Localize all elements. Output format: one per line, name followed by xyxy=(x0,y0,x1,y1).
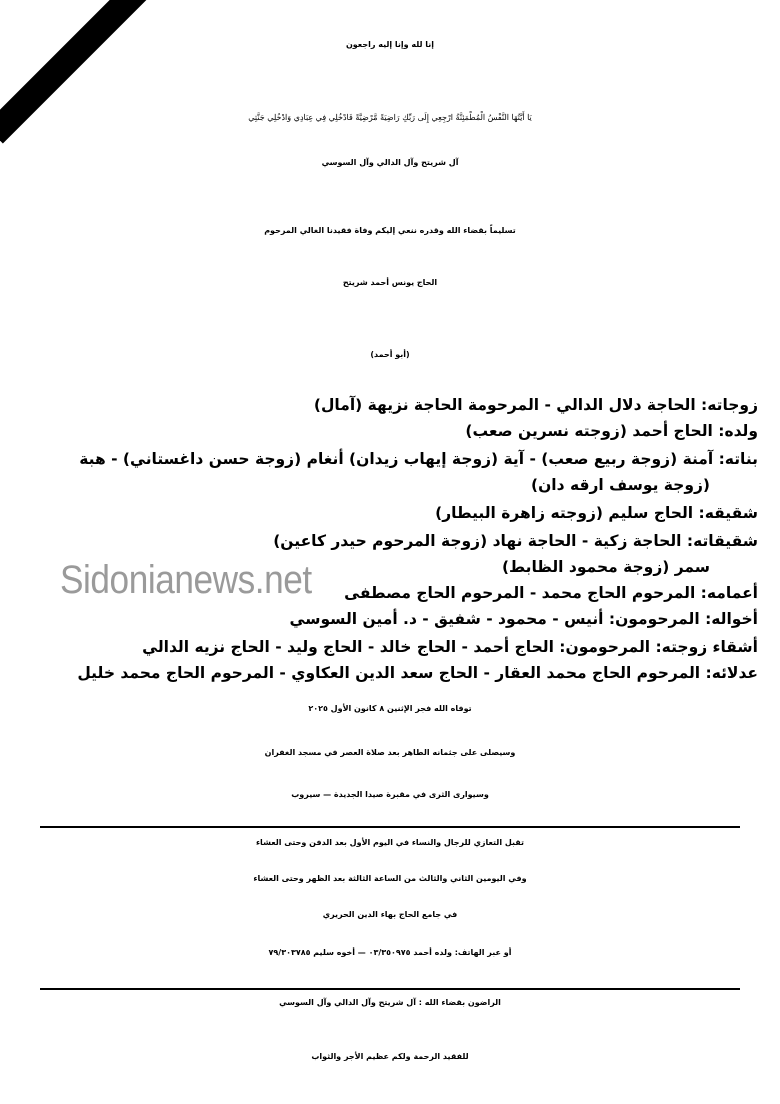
condolence-line-1: تقبل التعازي للرجال والنساء في اليوم الأول بعد الدفن وحتى العشاء xyxy=(255,838,525,847)
relatives-son: ولده: الحاج أحمد (زوجته نسرين صعب) xyxy=(465,422,758,440)
relatives-sisters: شقيقاته: الحاجة زكية - الحاجة نهاد (زوجة المرحوم حيدر كاعين) xyxy=(273,532,758,550)
relatives-daughters: بناته: آمنة (زوجة ربيع صعب) - آية (زوجة إيهاب زيدان) أنغام (زوجة حسن داغستاني) - هبة xyxy=(79,450,758,468)
site-watermark: Sidonianews.net xyxy=(60,558,312,602)
death-date-line: توفاه الله فجر الإثنين ٨ كانون الأول ٢٠٢٥ xyxy=(308,704,472,713)
relatives-in-laws: عدلائه: المرحوم الحاج محمد العقار - الحاج سعد الدين العكاوي - المرحوم الحاج محمد خليل xyxy=(77,664,758,682)
phone-line: أو عبر الهاتف: ولده أحمد ٠٣/٣٥٠٩٧٥ — أخوه سليم ٧٩/٣٠٣٧٨٥ xyxy=(268,948,512,957)
closing-divider xyxy=(40,988,740,990)
quran-verse: يَا أَيَّتُهَا النَّفْسُ الْمُطْمَئِنَّةُ ارْجِعِي إِلَى رَبِّكِ رَاضِيَةً مَّرْضِيَّةً فَادْخُلِي فِي عِبَادِي وَادْخُلِي جَنَّتِي xyxy=(248,113,532,122)
deceased-name: الحاج يونس أحمد شريتح xyxy=(342,278,438,287)
relatives-paternal-uncles: أعمامه: المرحوم الحاج محمد - المرحوم الحاج مصطفى xyxy=(344,584,758,602)
relatives-maternal-uncles: أخواله: المرحومون: أنيس - محمود - شفيق - د. أمين السوسي xyxy=(289,610,758,628)
funeral-prayer-line: وسيصلى على جثمانه الطاهر بعد صلاة العصر في مسجد الغفران xyxy=(264,748,516,757)
relatives-brother: شقيقه: الحاج سليم (زوجته زاهرة البيطار) xyxy=(435,504,758,522)
relatives-wives: زوجاته: الحاجة دلال الدالي - المرحومة الحاجة نزيهة (آمال) xyxy=(313,396,758,414)
deceased-nickname: (أبو أحمد) xyxy=(370,350,410,359)
closing-prayer: للفقيد الرحمة ولكم عظيم الأجر والثواب xyxy=(311,1052,469,1061)
condolence-venue: في جامع الحاج بهاء الدين الحريري xyxy=(322,910,458,919)
section-divider xyxy=(40,826,740,828)
relatives-wife-brothers: أشقاء زوجته: المرحومون: الحاج أحمد - الحاج خالد - الحاج وليد - الحاج نزيه الدالي xyxy=(142,638,758,656)
family-names: آل شريتح وآل الدالي وآل السوسي xyxy=(321,158,459,167)
burial-line: وسيوارى الثرى في مقبرة صيدا الجديدة — سيروب xyxy=(291,790,489,799)
relatives-sisters-cont: سمر (زوجة محمود الظابط) xyxy=(501,558,710,576)
opening-phrase: إنا لله وإنا إليه راجعون xyxy=(345,40,435,49)
intro-line: تسليماً بقضاء الله وقدره ننعي إليكم وفاة فقيدنا الغالي المرحوم xyxy=(264,226,516,235)
relatives-daughters-cont: (زوجة يوسف ارقه دان) xyxy=(530,476,710,494)
condolence-line-2: وفي اليومين الثاني والثالث من الساعة الثالثة بعد الظهر وحتى العشاء xyxy=(253,874,527,883)
closing-families: الراضون بقضاء الله : آل شريتح وآل الدالي وآل السوسي xyxy=(279,998,501,1007)
